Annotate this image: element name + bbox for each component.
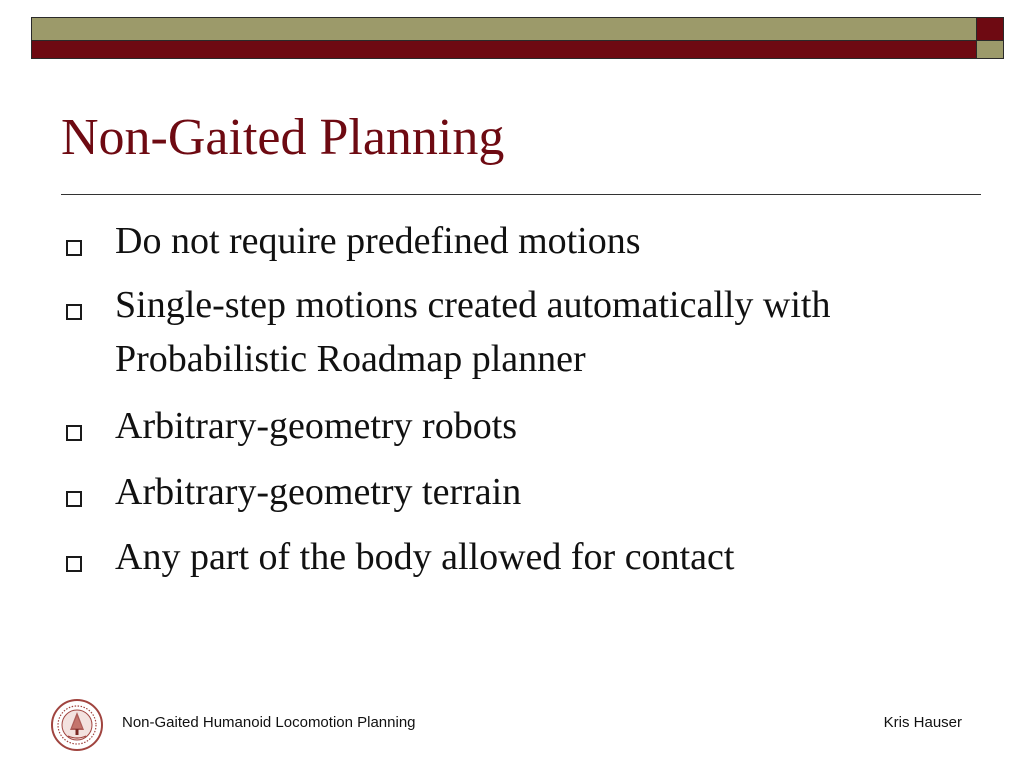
footer-author: Kris Hauser <box>883 714 962 731</box>
header-square-red <box>977 17 1004 41</box>
bullet-text: Arbitrary-geometry robots <box>115 405 518 447</box>
bullet-text: Do not require predefined motions <box>115 220 641 262</box>
hollow-square-bullet-icon <box>66 240 82 256</box>
bullet-text: Single-step motions created automatically with Probabilistic Roadmap planner <box>115 284 831 380</box>
header-bar-olive <box>31 17 977 41</box>
hollow-square-bullet-icon <box>66 491 82 507</box>
hollow-square-bullet-icon <box>66 425 82 441</box>
university-seal-icon <box>50 698 104 752</box>
hollow-square-bullet-icon <box>66 304 82 320</box>
title-divider <box>61 194 981 195</box>
header-square-olive <box>977 41 1004 59</box>
bullet-text: Arbitrary-geometry terrain <box>115 471 522 513</box>
header-bar-red <box>31 41 977 59</box>
bullet-text: Any part of the body allowed for contact <box>115 536 735 578</box>
slide-title: Non-Gaited Planning <box>61 109 505 166</box>
hollow-square-bullet-icon <box>66 556 82 572</box>
footer-presentation-title: Non-Gaited Humanoid Locomotion Planning <box>122 714 416 731</box>
